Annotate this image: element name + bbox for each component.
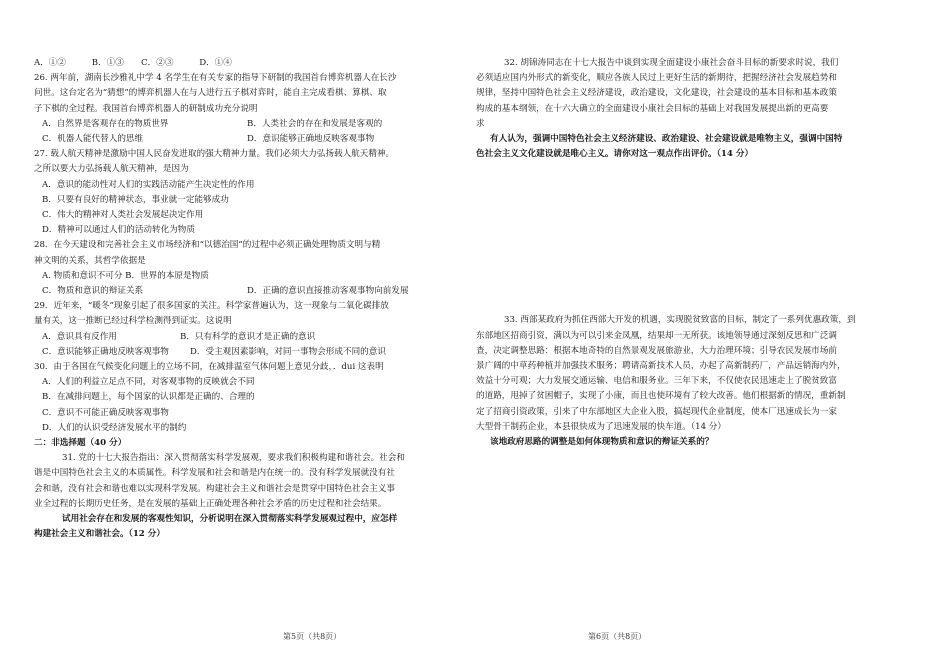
question-26 [34, 71, 460, 147]
right-column [476, 56, 888, 450]
q33-line: 景广阔的中草药种植并加强技术服务；聘请高新技术人员，办起了高新制药厂，产品远销海内外， [476, 361, 846, 372]
q32-line: 求 [476, 118, 485, 129]
q27-line: 之所以要大力弘扬载人航天精神，是因为 [34, 164, 189, 175]
q33-line: 的道路，甩掉了贫困帽子，实现了小康，而且也使环境有了较大改善。他们根据新的情况，重新制 [476, 391, 846, 402]
q32-ask: 色社会主义文化建设就是唯心主义。请你对这一观点作出评价。（14 分） [476, 149, 754, 160]
q29-option-a: A．意识具有反作用 [42, 331, 117, 342]
q33-line: 大型骨干制药企业，本县很快成为了迅速发展的快车道。（14 分） [476, 421, 726, 432]
q26-option-c: C．机器人能代替人的思维 [42, 134, 144, 145]
q29-option-b: B．只有科学的意识才是正确的意识 [180, 331, 316, 342]
question-33 [476, 313, 888, 450]
q26-line: 子下棋的全过程。我国首台博弈机器人的研制成功充分说明 [34, 103, 258, 114]
q27-option-d: D．精神可以通过人们的活动转化为物质 [42, 225, 195, 236]
q30-line: 30．由于各国在气候变化问题上的立场不同，在减排温室气体问题上意见分歧，．dui 这表明 [34, 362, 384, 373]
q27-option-a: A．意识的能动性对人们的实践活动能产生决定性的作用 [42, 179, 255, 190]
q26-option-d: D．意识能够正确地反映客观事物 [247, 134, 375, 145]
q25-options: A．①② B．①③ C．②③ D．①④ [34, 58, 232, 68]
q33-line: 东部地区招商引资，满以为可以引来金凤凰，结果却一无所获。该地领导通过深刻反思和广泛调 [476, 330, 837, 341]
question-28 [34, 238, 460, 299]
q31-line: 31. 党的十七大报告指出：深入贯彻落实科学发展观，要求我们积极构建和谐社会。社会和 [62, 453, 405, 464]
q31-ask: 试用社会存在和发展的客观性知识，分析说明在深入贯彻落实科学发展观过程中，应怎样 [62, 514, 398, 525]
q28-option-d: D．正确的意识直接推动客观事物向前发展 [247, 286, 409, 297]
q31-line: 业全过程的长期历史任务，是在发展的基础上正确处理各种社会矛盾的历史过程和社会结果。 [34, 498, 387, 509]
q29-line: 29．近年来，“暖冬”现象引起了很多国家的关注。科学家普遍认为，这一现象与二氧化碳排放 [34, 301, 389, 312]
q28-option-c: C．物质和意识的辩证关系 [42, 286, 144, 297]
q27-option-b: B．只要有良好的精神状态，事业就一定能够成功 [42, 194, 229, 205]
q29-line: 量有关，这一推断已经过科学检测得到证实。这说明 [34, 316, 232, 327]
question-30 [34, 360, 460, 436]
q29-option-d: D．受主观因素影响，对同一事物会形成不同的意识 [190, 346, 386, 357]
q33-ask: 该地政府思路的调整是如何体现物质和意识的辩证关系的？ [490, 437, 714, 448]
q27-line: 27. 载人航天精神是激励中国人民奋发进取的强大精神力量。我们必须大力弘扬载人航天精神。 [34, 149, 395, 160]
q26-line: 问世。这台定名为“猜想”的博弈机器人在与人进行五子棋对弈时，能自主完成看棋、算棋、取 [34, 88, 387, 99]
q32-line: 构成的基本纲领，在十六大确立的全面建设小康社会目标的基础上对我国发展提出新的更高要 [476, 103, 829, 114]
q29-option-c: C．意识能够正确地反映客观事物 [42, 346, 169, 357]
section-heading: 二：非选择题（40 分） [34, 438, 127, 449]
q32-line: 32. 胡锦涛同志在十七大报告中谈到实现全面建设小康社会奋斗目标的新要求时说，我们 [504, 58, 839, 68]
q32-line: 必须适应国内外形式的新变化，顺应各族人民过上更好生活的新期待，把握经济社会发展趋势和 [476, 73, 837, 84]
q30-option-b: B．在减排问题上，每个国家的认识都是正确的、合理的 [42, 392, 255, 403]
q33-line: 定了招商引资政策，引来了中东部地区大企业入股，搞起现代企业制度，使本厂迅速成长为一家 [476, 406, 837, 417]
q32-ask: 有人认为，强调中国特色社会主义经济建设、政治建设、社会建设就是唯物主义，强调中国特 [490, 134, 843, 145]
question-29 [34, 299, 460, 360]
q26-options-row2 [34, 132, 460, 147]
q28-line: 神文明的关系，其哲学依据是 [34, 255, 146, 266]
q33-line: 效益十分可观；大力发展交通运输、电信和服务业。三年下来，不仅使农民迅速走上了脱贫致富 [476, 376, 837, 387]
q29-options-row1 [34, 330, 460, 345]
q28-option-ab: A. 物质和意识不可分 B．世界的本原是物质 [42, 270, 209, 281]
q32-line: 规律，坚持中国特色社会主义经济建设，政治建设，文化建设，社会建设的基本目标和基本政策 [476, 88, 837, 99]
q30-option-c: C．意识不可能正确反映客观事物 [42, 407, 169, 418]
q31-ask: 构建社会主义和谐社会。（12 分） [34, 529, 165, 540]
question-32 [476, 56, 888, 162]
q33-line: 查，决定调整思路：根据本地奇特的自然景观发展旅游业，大力治理环境；引导农民发展市场前 [476, 345, 837, 356]
question-27 [34, 147, 460, 238]
question-31 [34, 451, 460, 542]
q30-option-a: A．人们的利益立足点不同，对客观事物的反映就会不同 [42, 377, 255, 388]
left-column [34, 56, 460, 543]
page-number-left: 第5页（共8页） [283, 632, 342, 641]
q28-options-row2 [34, 284, 460, 299]
q28-line: 28．在今天建设和完善社会主义市场经济和“以德治国”的过程中必须正确处理物质文明与精 [34, 240, 381, 251]
q27-option-c: C．伟大的精神对人类社会发展起决定作用 [42, 210, 204, 221]
q31-line: 谐是中国特色社会主义的本质属性。科学发展和社会和谐是内在统一的。没有科学发展就没有社 [34, 468, 395, 479]
q26-options-row1 [34, 117, 460, 132]
q31-line: 会和谐，没有社会和谐也难以实现科学发展。构建社会主义和谐社会是贯穿中国特色社会主义事 [34, 483, 395, 494]
q26-option-a: A．自然界是客观存在的物质世界 [42, 118, 169, 129]
q33-line: 33. 西部某政府为抓住西部大开发的机遇，实现脱贫致富的目标，制定了一系列优惠政策，到 [504, 315, 856, 326]
q26-line: 26. 两年前，湖南长沙雅礼中学 4 名学生在有关专家的指导下研制的我国首台博弈机器人在长沙 [34, 73, 397, 84]
q29-options-row2 [34, 345, 460, 360]
q26-option-b: B．人类社会的存在和发展是客观的 [247, 118, 383, 129]
q30-option-d: D．人们的认识受经济发展水平的制约 [42, 422, 187, 433]
page-number-right: 第6页（共8页） [588, 632, 647, 641]
